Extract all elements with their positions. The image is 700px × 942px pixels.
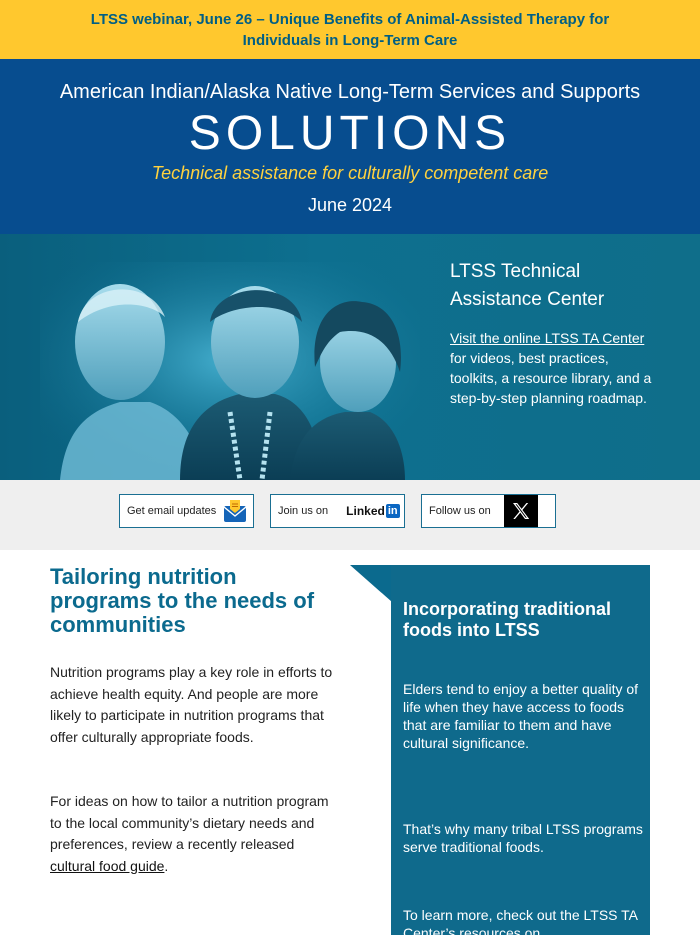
sidebar-heading: Incorporating traditional foods into LTSS <box>403 599 612 640</box>
sidebar-para-3: To learn more, check out the LTSS TA Center’s resources on <box>403 907 638 941</box>
hero-body-text: for videos, best practices, toolkits, a resource library, and a step-by-step planning roadmap. <box>450 350 652 406</box>
webinar-banner[interactable] <box>0 0 700 59</box>
cultural-food-guide-link[interactable]: cultural food guide <box>50 857 165 874</box>
x-glyph-icon <box>510 500 532 522</box>
article-para-2 <box>50 791 340 877</box>
linkedin-label: Join us on <box>278 505 329 517</box>
article-heading: Tailoring nutrition programs to the needs of communities <box>50 564 315 637</box>
masthead-kicker: American Indian/Alaska Native Long-Term Services and Supports <box>59 81 641 103</box>
hero-body <box>450 328 660 408</box>
masthead <box>0 59 700 234</box>
sidebar-box <box>391 565 650 941</box>
article-para-2-text: For ideas on how to tailor a nutrition program to the local community’s dietary needs and preferences, review a recently released <box>50 793 329 852</box>
newsletter-title: SOLUTIONS <box>188 107 512 160</box>
mail-icon <box>222 498 248 524</box>
sidebar-tab-decoration <box>350 565 392 602</box>
elders-photo <box>40 262 420 480</box>
x-follow-button[interactable] <box>421 494 556 528</box>
banner-line-1: LTSS webinar, June 26 – Unique Benefits of Animal-Assisted Therapy for <box>90 11 610 28</box>
masthead-tagline: Technical assistance for culturally competent care <box>151 163 549 183</box>
hero-text-block <box>450 258 660 408</box>
issue-date: June 2024 <box>307 195 393 215</box>
article-para-1: Nutrition programs play a key role in efforts to achieve health equity. And people are more likely to participate in nutrition programs that offer culturally appropriate foods. <box>50 664 333 745</box>
email-updates-button[interactable] <box>119 494 254 528</box>
article-main <box>50 565 340 877</box>
x-follow-label: Follow us on <box>429 505 491 517</box>
linkedin-in-icon: in <box>387 505 398 517</box>
sidebar-para-1: Elders tend to enjoy a better quality of life when they have access to foods that are familiar to them and have cultural significance. <box>403 681 639 751</box>
linkedin-logo <box>346 504 399 518</box>
social-bar <box>0 480 700 550</box>
x-logo-icon <box>504 495 538 527</box>
hero-title: LTSS Technical Assistance Center <box>450 261 605 310</box>
ta-center-link[interactable]: Visit the online LTSS TA Center <box>450 330 645 346</box>
article-para-2-end: . <box>164 857 169 874</box>
sidebar-para-2: That’s why many tribal LTSS programs serve traditional foods. <box>403 821 643 855</box>
banner-line-2: Individuals in Long-Term Care <box>242 32 458 49</box>
linkedin-wordmark: Linked <box>346 504 385 518</box>
hero-section <box>0 234 700 480</box>
linkedin-button[interactable] <box>270 494 405 528</box>
email-updates-label: Get email updates <box>127 505 217 517</box>
